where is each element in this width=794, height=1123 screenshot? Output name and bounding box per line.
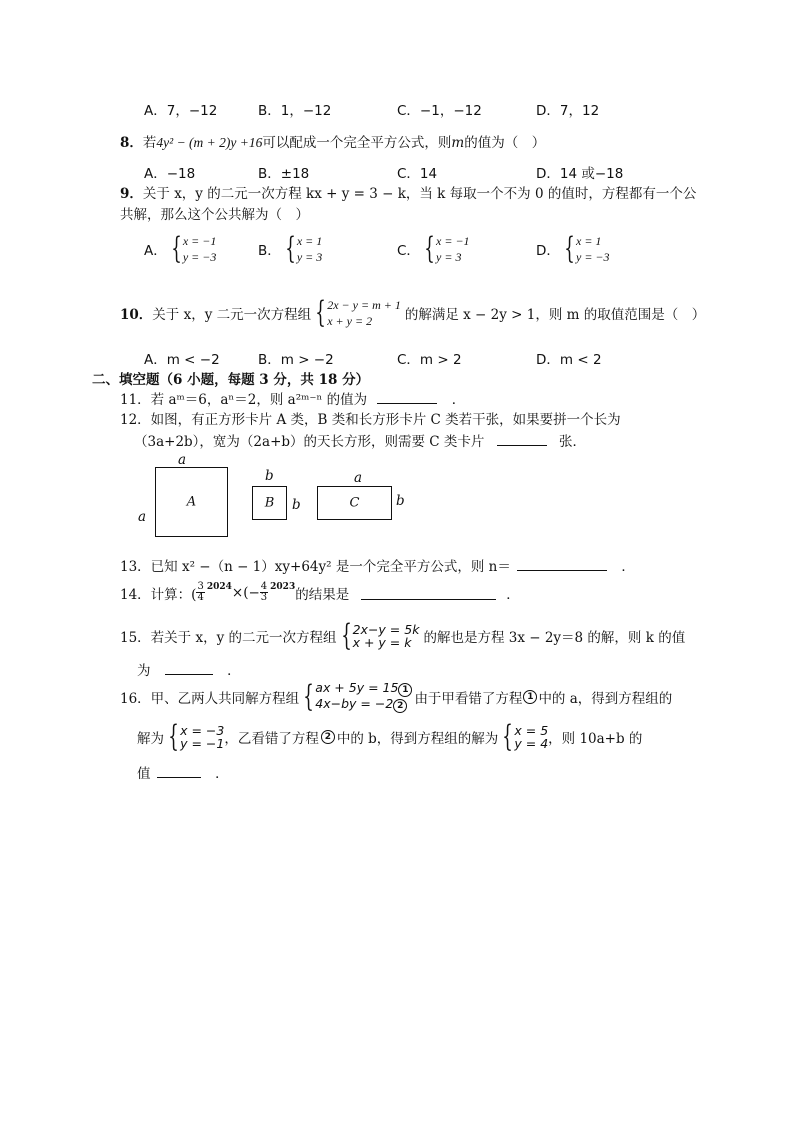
q9-option-b xyxy=(258,233,322,265)
q8-option-d: D．14 或−18 xyxy=(536,166,624,182)
q14-f1-den: 4 xyxy=(197,592,204,603)
q15-system xyxy=(353,623,420,649)
q11-end: ． xyxy=(451,392,466,408)
q16-s3: x = 5 xyxy=(514,723,549,738)
q14-exp2: 2023 xyxy=(270,582,296,592)
card-c-right-label: b xyxy=(396,493,405,509)
q12-line1: 12．如图，有正方形卡片 A 类，B 类和长方形卡片 C 类若干张，如果要拼一个长为 xyxy=(120,412,621,428)
q8-option-a: A．−18 xyxy=(144,166,196,182)
question-9 xyxy=(120,182,696,202)
q9-option-d xyxy=(536,233,610,265)
q16-pre: 16．甲、乙两人共同解方程组 xyxy=(120,691,300,707)
q9-d-eq2: y = −3 xyxy=(576,250,610,264)
q14-fraction-1 xyxy=(196,582,204,603)
q9-option-a xyxy=(144,233,216,265)
q16-answer-blank[interactable] xyxy=(157,763,201,778)
q8-var: m xyxy=(451,135,465,151)
question-10 xyxy=(120,297,705,329)
card-b-top-label: b xyxy=(265,468,274,484)
q14-f2-num: 4 xyxy=(260,581,268,592)
q9-line2: 共解，那么这个公共解为（ ） xyxy=(120,207,309,223)
q16-post2: 中的 a，得到方程组的 xyxy=(538,691,673,707)
question-8 xyxy=(120,131,545,151)
q16-l2d: ，则 10a+b 的 xyxy=(548,731,643,747)
q9-option-c xyxy=(397,233,470,265)
question-16 xyxy=(120,681,672,713)
q9-c-eq2: y = 3 xyxy=(436,250,462,264)
q10-eq1: 2x − y = m + 1 xyxy=(327,298,401,312)
q14-exp1: 2024 xyxy=(206,582,232,592)
q10-eq2: x + y = 2 xyxy=(327,314,373,328)
q15-pre: 15．若关于 x，y 的二元一次方程组 xyxy=(120,630,337,646)
question-14 xyxy=(120,582,520,603)
q10-system xyxy=(327,297,401,329)
q9-b-eq2: y = 3 xyxy=(296,250,323,264)
q14-f2-den: 3 xyxy=(260,592,268,603)
q16-s4: y = 4 xyxy=(514,736,549,751)
q10-option-d: D．m < 2 xyxy=(536,352,602,368)
brace-icon: { xyxy=(315,295,326,330)
q12-end: 张． xyxy=(559,434,587,450)
q7-option-d: D．7，12 xyxy=(536,103,600,119)
q16-solution-jia xyxy=(180,724,224,750)
brace-icon: { xyxy=(171,231,182,266)
q13-text: 13．已知 x² −（n − 1）xy+64y² 是一个完全平方公式，则 n＝ xyxy=(120,559,511,575)
card-b xyxy=(252,486,287,520)
q12-line2-wrap xyxy=(134,430,586,450)
q9-option-a-system xyxy=(183,233,217,265)
question-15 xyxy=(120,618,686,653)
q13-end: ． xyxy=(621,559,635,575)
circled-2-icon: 2 xyxy=(321,730,335,744)
card-b-right-label: b xyxy=(292,497,301,513)
q7-option-c: C．−1，−12 xyxy=(397,103,482,119)
q8-option-b: B．±18 xyxy=(258,166,310,182)
q9-option-c-system xyxy=(436,233,470,265)
q16-eq2: 4x−by = −2 xyxy=(315,696,394,711)
q9-option-a-label: A． xyxy=(144,243,167,259)
q10-pre: 关于 x，y 二元一次方程组 xyxy=(152,307,312,323)
q9-d-eq1: x = 1 xyxy=(576,234,602,248)
q9-c-eq1: x = −1 xyxy=(436,234,470,248)
q15-line2-wrap xyxy=(137,659,241,679)
q7-option-b: B．1，−12 xyxy=(258,103,332,119)
question-13 xyxy=(120,555,635,575)
q9-option-b-label: B． xyxy=(258,243,281,259)
q16-l2c: 中的 b，得到方程组的解为 xyxy=(336,731,499,747)
q16-line3: 值 xyxy=(137,766,151,782)
q9-option-d-label: D． xyxy=(536,243,560,259)
circled-2-icon: 2 xyxy=(393,699,407,713)
q9-b-eq1: x = 1 xyxy=(296,234,323,248)
q9-option-c-label: C． xyxy=(397,243,420,259)
q14-pre: 14．计算：( xyxy=(120,586,197,603)
circled-1-icon: 1 xyxy=(398,683,412,697)
card-a-top-label: a xyxy=(178,452,187,468)
q9-option-d-system xyxy=(576,233,610,265)
q14-f1-num: 3 xyxy=(197,581,204,592)
q10-option-c: C．m > 2 xyxy=(397,352,462,368)
card-c-name: C xyxy=(349,495,360,511)
q13-answer-blank[interactable] xyxy=(517,556,607,571)
q8-option-c: C．14 xyxy=(397,166,438,182)
q10-post: 的解满足 x − 2y > 1，则 m 的取值范围是（ ） xyxy=(404,307,706,323)
q7-option-a: A．7，−12 xyxy=(144,103,218,119)
q10-option-b: B．m > −2 xyxy=(258,352,334,368)
q8-post: 的值为（ ） xyxy=(464,135,546,151)
q15-eq1: 2x−y = 5k xyxy=(352,622,420,637)
q12-line2: （3a+2b），宽为（2a+b）的天长方形，则需要 C 类卡片 xyxy=(134,434,485,450)
card-c-top-label: a xyxy=(354,470,363,486)
q15-post: 的解也是方程 3x − 2y＝8 的解，则 k 的值 xyxy=(423,630,686,646)
q8-expression: 4y² − (m + 2)y +16 xyxy=(156,135,263,150)
q9-option-b-system xyxy=(297,233,322,265)
brace-icon: { xyxy=(285,231,296,266)
card-a-name: A xyxy=(186,494,197,510)
brace-icon: { xyxy=(303,679,314,714)
card-b-name: B xyxy=(264,495,275,511)
q16-line3-wrap xyxy=(137,762,229,782)
q9-a-eq2: y = −3 xyxy=(182,250,217,264)
q16-eq2-row xyxy=(315,697,412,713)
q16-line2 xyxy=(137,719,643,754)
q9-line1: 关于 x，y 的二元一次方程 kx + y = 3 − k，当 k 每取一个不为 0 的值时，方程都有一个公 xyxy=(142,186,697,202)
card-a-left-label: a xyxy=(138,509,147,525)
q11-text: 11．若 aᵐ＝6，aⁿ＝2，则 a²ᵐ⁻ⁿ 的值为 xyxy=(120,392,368,408)
brace-icon: { xyxy=(502,719,514,754)
q9-a-eq1: x = −1 xyxy=(182,234,217,248)
q14-post: 的结果是 xyxy=(295,586,350,603)
q15-end: ． xyxy=(227,663,241,679)
q16-s2: y = −1 xyxy=(180,736,225,751)
q16-end: ． xyxy=(215,766,229,782)
q16-system xyxy=(315,681,412,713)
q16-eq1: ax + 5y = 15 xyxy=(315,680,399,695)
q14-mid: ×(− xyxy=(231,584,260,601)
question-11 xyxy=(120,388,465,408)
q10-number: 10． xyxy=(120,307,153,323)
q16-solution-yi xyxy=(514,724,548,750)
q9-number: 9． xyxy=(120,186,143,202)
q16-l2b: ，乙看错了方程 xyxy=(224,731,319,747)
q15-line2: 为 xyxy=(137,663,151,679)
q14-end: ． xyxy=(506,586,520,603)
brace-icon: { xyxy=(168,719,179,754)
q10-option-a: A．m < −2 xyxy=(144,352,220,368)
q16-s1: x = −3 xyxy=(180,723,225,738)
q12-answer-blank[interactable] xyxy=(497,431,547,446)
circled-1-icon: 1 xyxy=(523,690,537,704)
brace-icon: { xyxy=(424,231,435,266)
q15-answer-blank[interactable] xyxy=(165,660,213,675)
q14-answer-blank[interactable] xyxy=(361,585,496,600)
q8-number: 8． xyxy=(120,135,143,151)
q16-l2a: 解为 xyxy=(137,731,164,747)
card-a xyxy=(155,467,228,537)
q8-mid: 可以配成一个完全平方公式，则 xyxy=(262,135,452,151)
q8-pre: 若 xyxy=(142,135,157,151)
q16-eq1-row xyxy=(315,681,412,697)
brace-icon: { xyxy=(564,231,575,266)
q15-eq2: x + y = k xyxy=(352,635,412,650)
section-heading: 二、填空题（6 小题，每题 3 分，共 18 分） xyxy=(92,372,370,388)
q16-post1: 由于甲看错了方程 xyxy=(414,691,523,707)
q14-fraction-2 xyxy=(260,582,268,603)
brace-icon: { xyxy=(340,618,352,653)
q11-answer-blank[interactable] xyxy=(377,389,437,404)
card-c xyxy=(317,486,392,520)
